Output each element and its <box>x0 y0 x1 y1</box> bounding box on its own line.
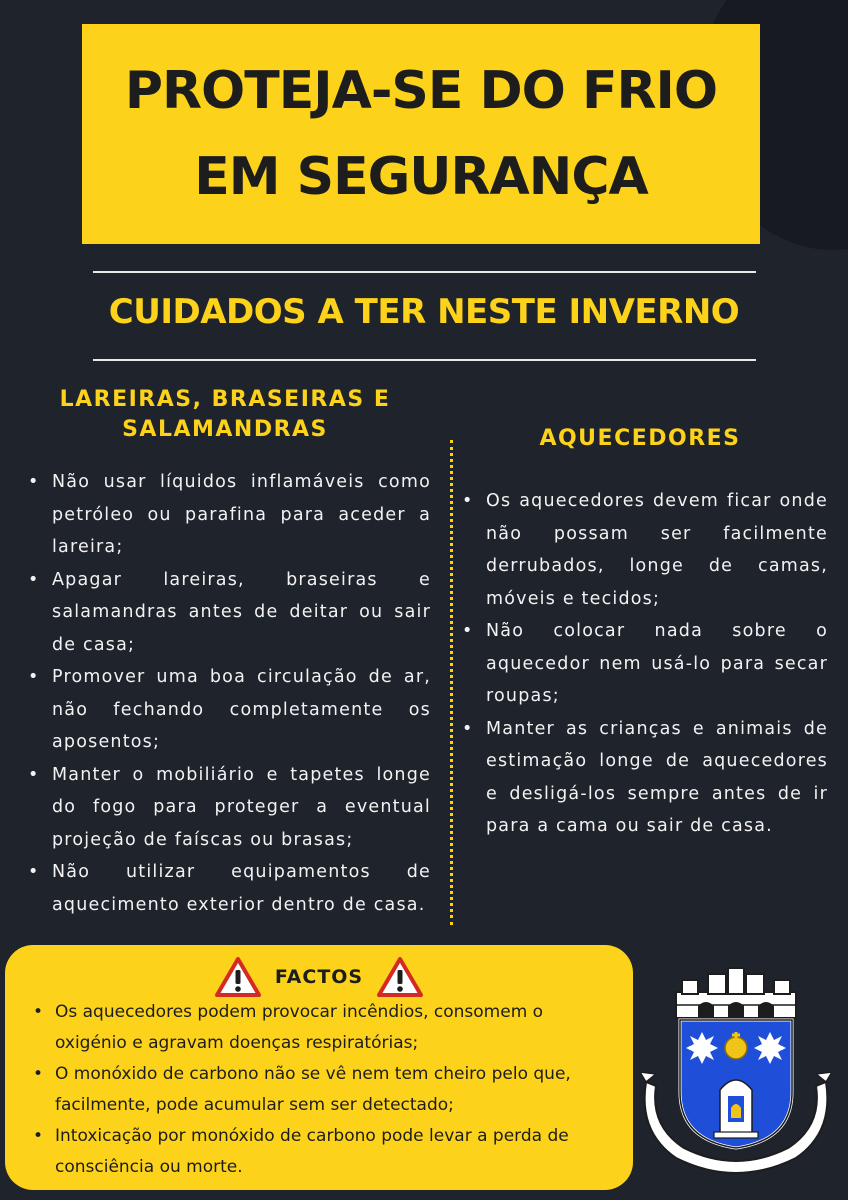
warning-triangle-icon <box>215 957 261 997</box>
title-line-2: EM SEGURANÇA <box>194 147 648 207</box>
mural-crown <box>676 968 796 1018</box>
right-bullet-list <box>462 485 828 843</box>
list-item: • Não usar líquidos inflamáveis como petróleo ou parafina para aceder a lareira; <box>28 466 431 564</box>
title-banner <box>82 24 760 244</box>
factos-label: FACTOS <box>274 966 364 988</box>
shield <box>680 1020 792 1148</box>
list-item: • Manter o mobiliário e tapetes longe do fogo para proteger a eventual projeção de faíscas ou brasas; <box>28 759 431 857</box>
bottom-rule <box>93 359 756 361</box>
list-item: • Não colocar nada sobre o aquecedor nem usá-lo para secar roupas; <box>462 615 828 713</box>
warning-triangle-icon <box>377 957 423 997</box>
subtitle: CUIDADOS A TER NESTE INVERNO <box>108 292 740 332</box>
list-item: • Apagar lareiras, braseiras e salamandras antes de deitar ou sair de casa; <box>28 564 431 662</box>
left-column-heading <box>30 385 420 445</box>
column-divider <box>450 440 453 925</box>
left-bullet-list <box>28 466 431 921</box>
title-line-1: PROTEJA-SE DO FRIO <box>124 61 718 121</box>
list-item: • Os aquecedores podem provocar incêndios, consomem o oxigénio e agravam doenças respiratórias; <box>31 997 611 1059</box>
list-item: • Manter as crianças e animais de estimação longe de aquecedores e desligá-los sempre antes de ir para a cama ou sair de casa. <box>462 713 828 843</box>
list-item: • Não utilizar equipamentos de aquecimento exterior dentro de casa. <box>28 856 431 921</box>
factos-list <box>31 997 611 1183</box>
list-item: • Os aquecedores devem ficar onde não possam ser facilmente derrubados, longe de camas, móveis e tecidos; <box>462 485 828 615</box>
list-item: • Promover uma boa circulação de ar, não fechando completamente os aposentos; <box>28 661 431 759</box>
factos-box <box>5 945 633 1190</box>
left-heading-line-2: SALAMANDRAS <box>122 417 328 442</box>
list-item: • Intoxicação por monóxido de carbono pode levar a perda de consciência ou morte. <box>31 1121 611 1183</box>
right-column-heading: AQUECEDORES <box>539 426 741 451</box>
list-item: • O monóxido de carbono não se vê nem tem cheiro pelo que, facilmente, pode acumular sem ser detectado; <box>31 1059 611 1121</box>
top-rule <box>93 271 756 273</box>
coat-of-arms <box>636 962 836 1184</box>
factos-title <box>5 957 633 997</box>
left-heading-line-1: LAREIRAS, BRASEIRAS E <box>59 387 391 412</box>
